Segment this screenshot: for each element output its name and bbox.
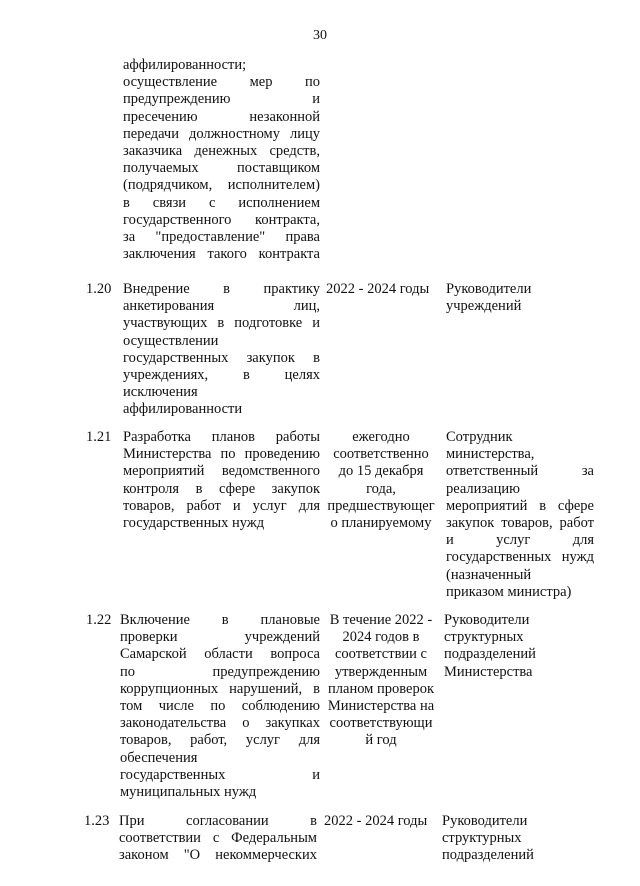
term-line: Министерства на	[327, 698, 435, 715]
term-line: соответствующи	[329, 715, 433, 732]
term-line: планом проверок	[328, 680, 434, 697]
term-line: предшествующег	[327, 497, 435, 514]
measure-line: соответствии с Федеральным	[119, 830, 317, 847]
measure-line: мероприятий ведомственного	[123, 463, 320, 480]
measure-line: передачи должностному лицу	[123, 125, 320, 142]
term-line: года,	[366, 480, 396, 497]
row-responsible	[442, 813, 590, 865]
measure-line: товаров, работ и услуг для	[123, 497, 320, 514]
responsible-line: подразделений	[444, 646, 536, 663]
measure-line: законом "О некоммерческих	[119, 847, 317, 864]
row-term	[324, 813, 436, 830]
responsible-line: министерства,	[446, 446, 535, 463]
responsible-line: Руководители	[446, 281, 532, 297]
measure-line: При согласовании в	[119, 813, 317, 829]
measure-line: Внедрение в практику	[123, 281, 320, 297]
measure-line: коррупционных нарушений, в	[120, 680, 320, 697]
responsible-line: ответственный за	[446, 463, 594, 480]
row-term	[322, 612, 440, 750]
measure-line: (подрядчиком, исполнителем)	[123, 177, 320, 194]
term-line: соответственно	[333, 446, 429, 463]
measure-line: аффилированности;	[123, 57, 247, 73]
responsible-line: реализацию	[446, 480, 520, 497]
measure-line: обеспечения	[120, 749, 198, 766]
row-measure	[119, 813, 317, 865]
term-line: ежегодно	[352, 429, 410, 445]
responsible-line: Министерства	[444, 663, 533, 680]
measure-line: в связи с исполнением	[123, 194, 320, 211]
responsible-line: Сотрудник	[446, 429, 513, 445]
measure-line: государственных нужд	[123, 515, 265, 532]
row-number: 1.22	[86, 612, 112, 628]
measure-line: анкетирования лиц,	[123, 298, 320, 315]
term-line: до 15 декабря	[338, 463, 424, 480]
term-line: 2022 - 2024 годы	[324, 813, 428, 829]
measure-line: заказчика денежных средств,	[123, 143, 320, 160]
term-line: о планируемому	[330, 515, 432, 532]
measure-line: проверки учреждений	[120, 629, 320, 646]
measure-line: том числе по соблюдению	[120, 698, 320, 715]
term-line: 2022 - 2024 годы	[326, 281, 430, 297]
row-responsible	[444, 612, 592, 681]
row-term	[326, 281, 438, 298]
measure-line: Разработка планов работы	[123, 429, 320, 445]
responsible-line: структурных	[442, 830, 522, 847]
responsible-line: структурных	[444, 629, 524, 646]
responsible-line: приказом министра)	[446, 583, 572, 600]
row-responsible	[446, 429, 594, 601]
term-line: 2024 годов в	[342, 629, 420, 646]
row-measure	[123, 281, 320, 419]
measure-line: осуществлении	[123, 332, 219, 349]
row-term	[322, 429, 440, 532]
measure-line: Министерства по проведению	[123, 446, 320, 463]
measure-line: за "предоставление" права	[123, 229, 320, 246]
responsible-line: Руководители	[444, 612, 530, 628]
measure-line: государственных закупок в	[123, 349, 320, 366]
responsible-line: (назначенный	[446, 566, 532, 583]
measure-line: осуществление мер по	[123, 74, 320, 91]
responsible-line: мероприятий в сфере	[446, 497, 594, 514]
measure-line: получаемых поставщиком	[123, 160, 320, 177]
term-line: й год	[365, 732, 397, 749]
measure-line: товаров, работ, услуг для	[120, 732, 320, 749]
row-responsible	[446, 281, 594, 315]
row-measure	[123, 429, 320, 532]
measure-line: предупреждению и	[123, 91, 320, 108]
row-number: 1.23	[84, 813, 110, 829]
page-number: 30	[313, 28, 327, 43]
responsible-line: закупок товаров, работ	[446, 515, 594, 532]
measure-line: законодательства о закупках	[120, 715, 320, 732]
measure-line: исключения	[123, 384, 198, 401]
measure-line: по предупреждению	[120, 663, 320, 680]
row-measure	[120, 612, 320, 801]
measure-line: государственных и	[120, 766, 320, 783]
measure-line: Самарской области вопроса	[120, 646, 320, 663]
measure-line: аффилированности	[123, 401, 243, 418]
measure-line: муниципальных нужд	[120, 784, 257, 801]
continuation-measure	[123, 57, 320, 263]
responsible-line: Руководители	[442, 813, 528, 829]
row-number: 1.20	[86, 281, 112, 297]
term-line: В течение 2022 -	[329, 612, 433, 628]
responsible-line: учреждений	[446, 298, 522, 315]
responsible-line: и услуг для	[446, 532, 594, 549]
term-line: соответствии с	[335, 646, 427, 663]
row-number: 1.21	[86, 429, 112, 445]
measure-line: государственного контракта,	[123, 211, 320, 228]
measure-line: участвующих в подготовке и	[123, 315, 320, 332]
responsible-line: подразделений	[442, 847, 534, 864]
measure-line: заключения такого контракта	[123, 246, 320, 263]
responsible-line: государственных нужд	[446, 549, 594, 566]
measure-line: контроля в сфере закупок	[123, 480, 320, 497]
measure-line: Включение в плановые	[120, 612, 320, 628]
term-line: утвержденным	[334, 663, 428, 680]
measure-line: учреждениях, в целях	[123, 367, 320, 384]
measure-line: пресечению незаконной	[123, 108, 320, 125]
